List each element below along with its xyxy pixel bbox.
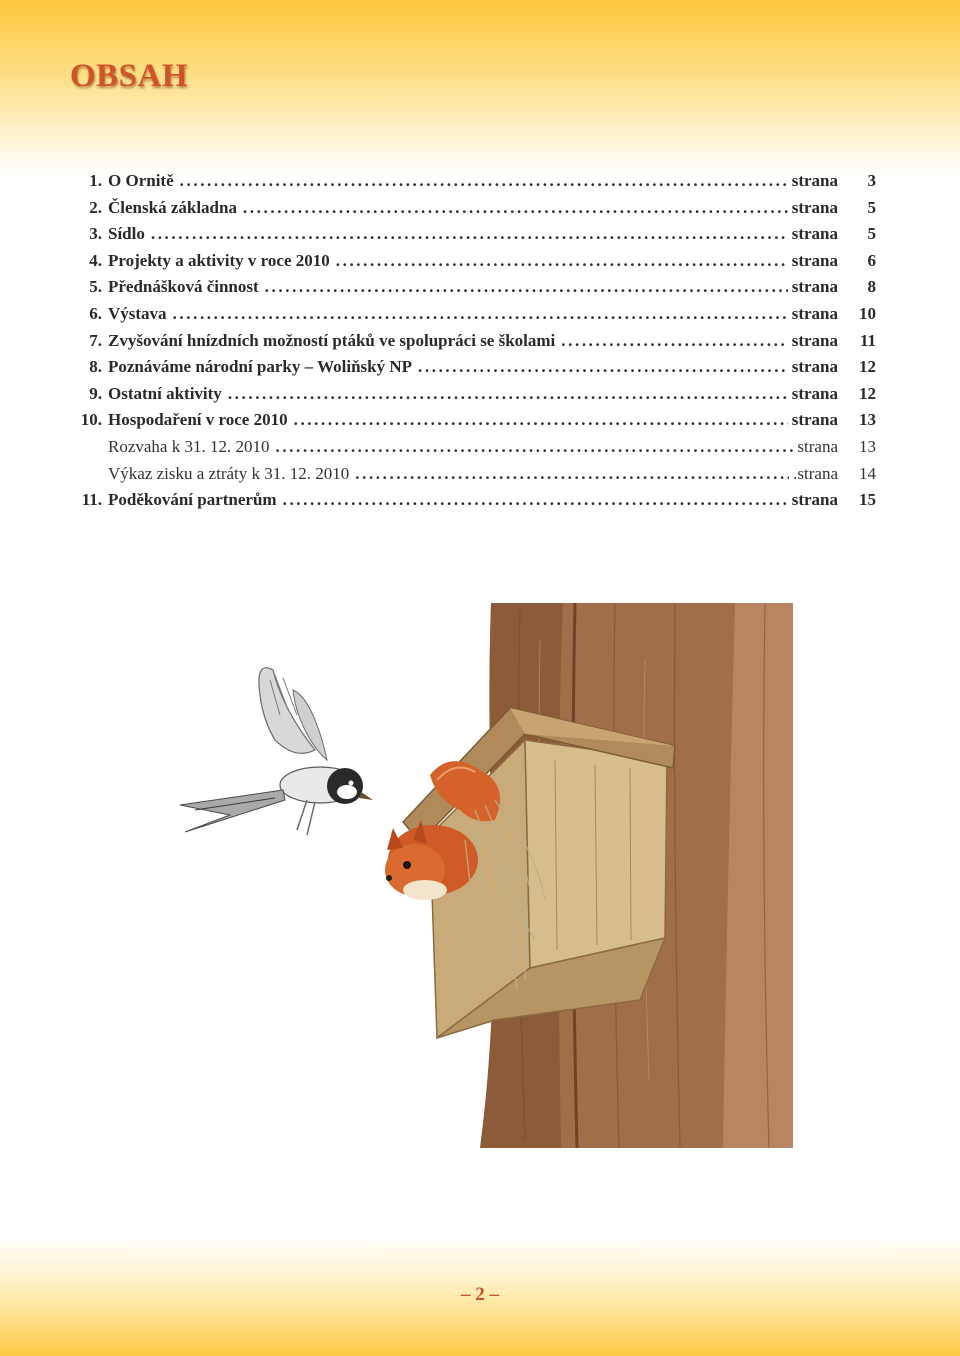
toc-row xyxy=(68,410,876,437)
toc-row-leader-dots xyxy=(283,490,788,510)
toc-row-title: Přednášková činnost xyxy=(108,277,259,297)
bird-squirrel-nestbox-illustration xyxy=(175,600,815,1160)
toc-row-leader-dots xyxy=(228,384,788,404)
toc-row-leader-dots xyxy=(173,304,788,324)
page-number: – 2 – xyxy=(461,1284,499,1305)
toc-row-page-number: 15 xyxy=(859,490,876,510)
toc-row-strana-label: strana xyxy=(797,436,838,456)
toc-row-number: 1. xyxy=(89,171,102,190)
toc-row-leader-dots xyxy=(355,464,789,484)
toc-row-title: Hospodaření v roce 2010 xyxy=(108,410,288,430)
toc-row-strana-label: strana xyxy=(791,250,838,270)
toc-row-number: 10. xyxy=(80,410,102,430)
toc-row xyxy=(68,437,876,464)
toc-row xyxy=(68,198,876,225)
flying-bird xyxy=(180,668,373,835)
toc-row-number: 7. xyxy=(89,330,102,350)
toc-row-page-number: 12 xyxy=(859,383,876,403)
toc-row-strana-label: strana xyxy=(791,490,838,510)
toc-row-title: Projekty a aktivity v roce 2010 xyxy=(108,250,330,270)
toc-row-page-number: 6 xyxy=(867,250,876,270)
toc-row-leader-dots xyxy=(294,410,788,430)
toc-row-title: O Ornitě xyxy=(108,171,174,190)
toc-row-number: 11. xyxy=(81,490,102,510)
toc-row xyxy=(68,304,876,331)
toc-row xyxy=(68,277,876,304)
toc-row-strana-label: strana xyxy=(791,171,838,190)
toc-row-strana-label: strana xyxy=(791,330,838,350)
toc-row-strana-label: strana xyxy=(791,383,838,403)
toc-row xyxy=(68,357,876,384)
toc-row-page-number: 5 xyxy=(867,197,876,217)
toc-row-leader-dots xyxy=(561,331,787,351)
toc-row-number: 3. xyxy=(89,224,102,244)
toc-row-title: Poznáváme národní parky – Woliňský NP xyxy=(108,357,413,377)
toc-row-number: 6. xyxy=(89,303,102,323)
toc-row-title: Poděkování partnerům xyxy=(108,490,277,510)
toc-row-number: 5. xyxy=(89,277,102,297)
toc-row-leader-dots xyxy=(243,198,788,218)
toc-row-leader-dots xyxy=(265,277,788,297)
toc-row-title: Sídlo xyxy=(108,224,145,244)
toc-row-page-number: 12 xyxy=(859,357,876,377)
toc-row-strana-label: strana xyxy=(791,277,838,297)
toc-row-number: 8. xyxy=(89,357,102,377)
page-title: OBSAH xyxy=(70,58,189,94)
toc-row-leader-dots xyxy=(418,357,788,377)
toc-row-strana-label: strana xyxy=(791,197,838,217)
toc-row-leader-dots xyxy=(336,251,788,271)
toc-row-strana-label: strana xyxy=(791,303,838,323)
toc-row-page-number: 8 xyxy=(867,277,876,297)
toc-row-strana-label: strana xyxy=(791,224,838,244)
toc-row-title: Zvyšování hnízdních možností ptáků ve spolupráci se školami xyxy=(108,330,556,350)
toc-row-title: Výstava xyxy=(108,303,167,323)
toc-row-title: Výkaz zisku a ztráty k 31. 12. 2010 xyxy=(108,463,350,483)
toc-row-page-number: 5 xyxy=(867,224,876,244)
toc-row-title: Rozvaha k 31. 12. 2010 xyxy=(108,436,270,456)
toc-row-title: Členská základna xyxy=(108,197,237,217)
toc-row-page-number: 11 xyxy=(859,330,876,350)
toc-row-leader-dots xyxy=(275,437,793,457)
toc-row-number: 9. xyxy=(89,383,102,403)
toc-row-title: Ostatní aktivity xyxy=(108,383,222,403)
toc-row-page-number: 13 xyxy=(859,436,876,456)
toc-row xyxy=(68,384,876,411)
toc-row-leader-dots xyxy=(151,224,788,244)
toc-row-page-number: 3 xyxy=(867,171,876,190)
toc-row-page-number: 13 xyxy=(859,410,876,430)
toc-row-strana-label: strana xyxy=(791,410,838,430)
toc-row xyxy=(68,464,876,491)
toc-row-strana-label: strana xyxy=(791,357,838,377)
toc-row-number: 4. xyxy=(89,250,102,270)
toc-row xyxy=(68,224,876,251)
toc-row-page-number: 14 xyxy=(859,463,876,483)
toc-row-strana-label: .strana xyxy=(793,463,838,483)
toc-row xyxy=(68,331,876,358)
toc-row-number: 2. xyxy=(89,197,102,217)
toc-row xyxy=(68,490,876,517)
toc-row-page-number: 10 xyxy=(859,303,876,323)
table-of-contents xyxy=(68,171,876,517)
toc-row xyxy=(68,171,876,198)
toc-row-leader-dots xyxy=(180,171,788,191)
toc-row xyxy=(68,251,876,278)
